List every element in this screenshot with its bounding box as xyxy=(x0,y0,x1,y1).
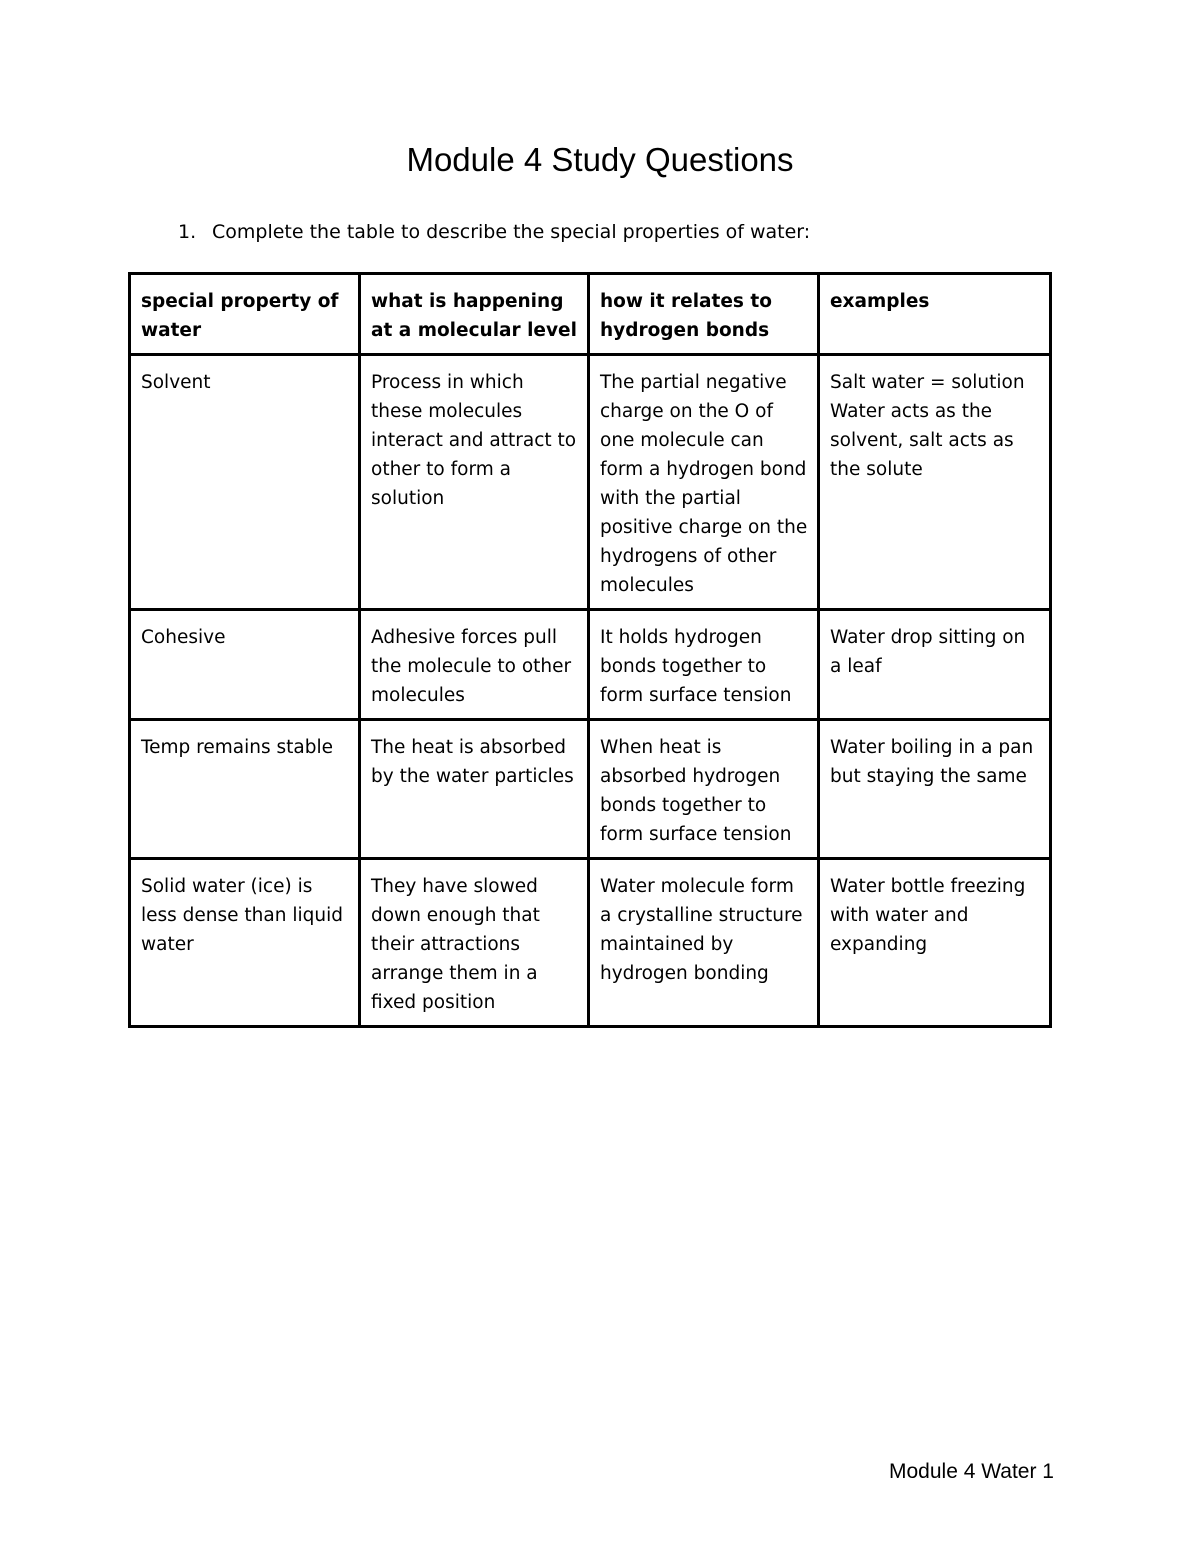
header-special-property: special property of water xyxy=(130,274,360,355)
cell-molecular-level: The heat is absorbed by the water particles xyxy=(360,720,589,859)
cell-hydrogen-bonds: The partial negative charge on the O of one molecule can form a hydrogen bond with the partial positive charge on the hydrogens of other molecules xyxy=(589,355,819,610)
cell-examples: Water boiling in a pan but staying the same xyxy=(819,720,1051,859)
table-row xyxy=(130,610,1051,720)
question-text: Complete the table to describe the special properties of water: xyxy=(212,221,811,243)
header-examples: examples xyxy=(819,274,1051,355)
page-footer: Module 4 Water 1 xyxy=(889,1460,1054,1483)
cell-property: Solid water (ice) is less dense than liquid water xyxy=(130,859,360,1027)
cell-property: Temp remains stable xyxy=(130,720,360,859)
cell-molecular-level: They have slowed down enough that their attractions arrange them in a fixed position xyxy=(360,859,589,1027)
table-row xyxy=(130,355,1051,610)
cell-examples: Water bottle freezing with water and expanding xyxy=(819,859,1051,1027)
cell-examples: Salt water = solution Water acts as the solvent, salt acts as the solute xyxy=(819,355,1051,610)
cell-hydrogen-bonds: It holds hydrogen bonds together to form surface tension xyxy=(589,610,819,720)
question-1 xyxy=(178,218,810,246)
table-row xyxy=(130,859,1051,1027)
cell-property: Cohesive xyxy=(130,610,360,720)
cell-property: Solvent xyxy=(130,355,360,610)
water-properties-table xyxy=(128,272,1052,1028)
table-row xyxy=(130,720,1051,859)
question-number: 1. xyxy=(178,221,197,243)
table-header-row xyxy=(130,274,1051,355)
page-title: Module 4 Study Questions xyxy=(406,141,794,178)
header-molecular-level: what is happening at a molecular level xyxy=(360,274,589,355)
cell-examples: Water drop sitting on a leaf xyxy=(819,610,1051,720)
cell-hydrogen-bonds: When heat is absorbed hydrogen bonds together to form surface tension xyxy=(589,720,819,859)
cell-molecular-level: Process in which these molecules interact and attract to other to form a solution xyxy=(360,355,589,610)
cell-hydrogen-bonds: Water molecule form a crystalline structure maintained by hydrogen bonding xyxy=(589,859,819,1027)
header-hydrogen-bonds: how it relates to hydrogen bonds xyxy=(589,274,819,355)
cell-molecular-level: Adhesive forces pull the molecule to other molecules xyxy=(360,610,589,720)
